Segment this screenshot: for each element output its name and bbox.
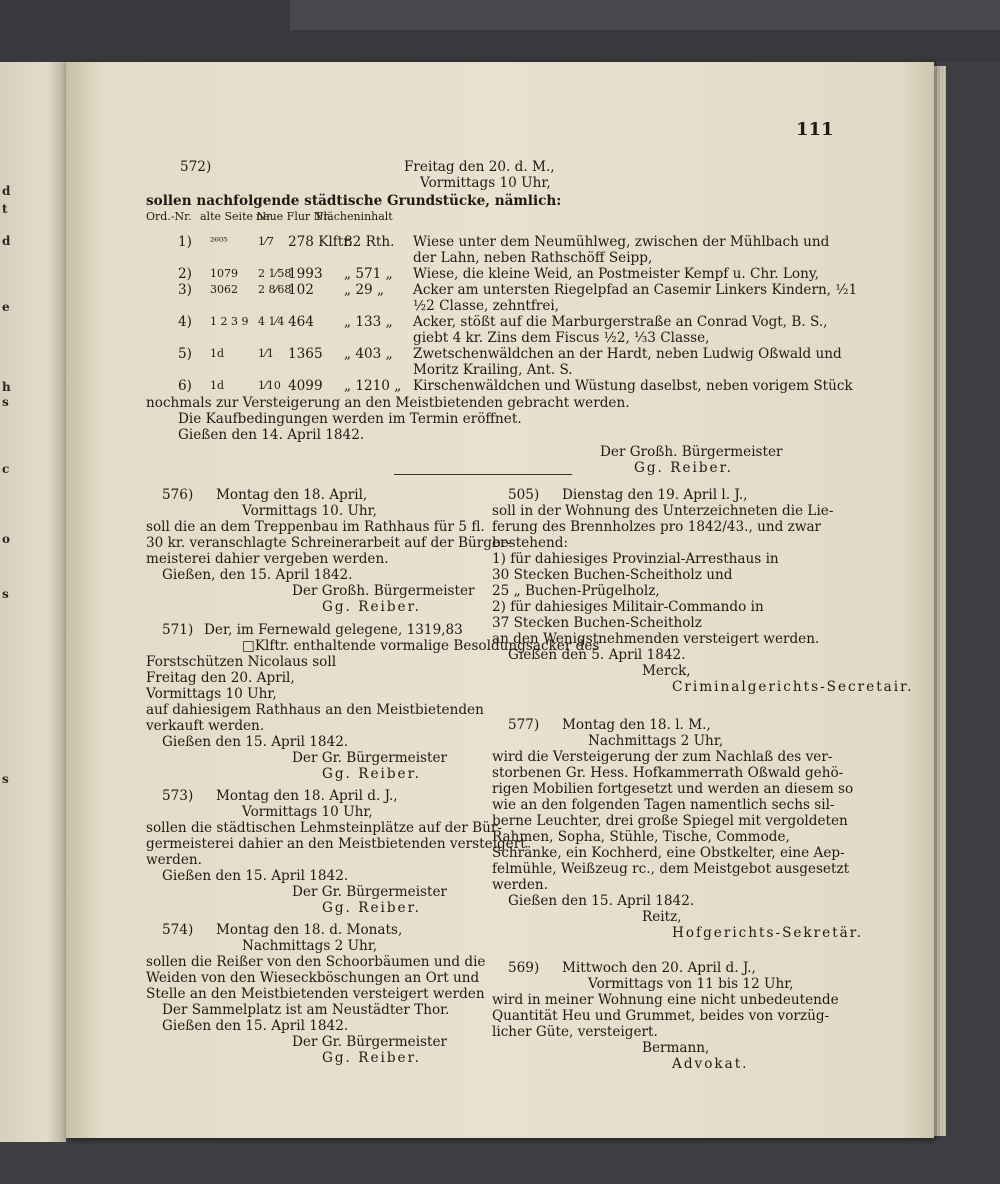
item-new-parcel: 2 8⁄68 (258, 283, 292, 296)
text-line: bestehend: (492, 535, 569, 551)
text-line: Vormittags 10. Uhr, (242, 503, 377, 519)
signature-name: Gg. Reiber. (634, 460, 733, 476)
text-line: verkauft werden. (146, 718, 265, 734)
item-description: der Lahn, neben Rathschöff Seipp, (413, 250, 653, 266)
left-page-fragment: h (2, 380, 11, 394)
item-old-page: 1079 (210, 267, 238, 280)
text-line: Gießen, den 15. April 1842. (162, 567, 353, 583)
left-page-fragment: c (2, 462, 10, 476)
text-line: Vormittags von 11 bis 12 Uhr, (588, 976, 794, 992)
left-page-fragment: s (2, 587, 9, 601)
text-line: wird die Versteigerung der zum Nachlaß des ver- (492, 749, 833, 765)
signature-name: Gg. Reiber. (322, 900, 421, 916)
item-value: „ 29 „ (344, 282, 385, 298)
item-description: Moritz Krailing, Ant. S. (413, 362, 573, 378)
item-number: 3) (178, 282, 192, 298)
left-page-fragment: o (2, 532, 11, 546)
text-line: Gießen den 15. April 1842. (162, 868, 349, 884)
text-line: an den Wenigstnehmenden versteigert werden. (492, 631, 820, 647)
item-value: „ 1210 „ (344, 378, 402, 394)
text-line: Der Sammelplatz ist am Neustädter Thor. (162, 1002, 450, 1018)
item-area: 1365 (288, 346, 323, 362)
item-old-page: 1d (210, 379, 225, 392)
text-line: Montag den 18. d. Monats, (216, 922, 403, 938)
item-description: Acker am untersten Riegelpfad an Casemir Linkers Kindern, ¹⁄₂1 (413, 282, 858, 298)
text-line: sollen die städtischen Lehmsteinplätze auf der Bür- (146, 820, 502, 836)
table-header: Flächeninhalt (316, 210, 393, 223)
signature-name: Criminalgerichts-Secretair. (672, 679, 914, 695)
text-line: Gießen den 15. April 1842. (162, 1018, 349, 1034)
signature: Der Großh. Bürgermeister (292, 583, 475, 599)
item-description: Kirschenwäldchen und Wüstung daselbst, neben vorigem Stück (413, 378, 853, 394)
text-line: felmühle, Weißzeug rc., dem Meistgebot ausgesetzt (492, 861, 850, 877)
item-description: Wiese, die kleine Weid, an Postmeister Kempf u. Chr. Lony, (413, 266, 820, 282)
signature-name: Gg. Reiber. (322, 1050, 421, 1066)
signature: Merck, (642, 663, 691, 679)
text-line: werden. (492, 877, 549, 893)
table-header: alte Seite Nr. (200, 210, 274, 223)
table-header: neue Flur Nr. (256, 210, 331, 223)
item-value: „ 133 „ (344, 314, 393, 330)
signature: Der Gr. Bürgermeister (292, 884, 448, 900)
notice-number: 569) (508, 960, 540, 976)
text-line: 2) für dahiesiges Militair-Commando in (492, 599, 764, 615)
scanner-background (0, 0, 1000, 62)
text-line: ferung des Brennholzes pro 1842/43., und zwar (492, 519, 822, 535)
notice-number: 571) (162, 622, 194, 638)
item-old-page: 3062 (210, 283, 238, 296)
signature: Der Gr. Bürgermeister (292, 1034, 448, 1050)
text-line: soll in der Wohnung des Unterzeichneten die Lie- (492, 503, 834, 519)
signature-name: Gg. Reiber. (322, 599, 421, 615)
text-line: Dienstag den 19. April l. J., (562, 487, 748, 503)
item-value: 82 Rth. (344, 234, 395, 250)
notice-number: 573) (162, 788, 194, 804)
left-page-fragment: s (2, 772, 9, 786)
text-line: Forstschützen Nicolaus soll (146, 654, 337, 670)
item-old-page: 1 2 3 9 (210, 315, 249, 328)
left-page-fragment: t (2, 202, 8, 216)
notice-number: 576) (162, 487, 194, 503)
item-value: „ 403 „ (344, 346, 393, 362)
item-description: Wiese unter dem Neumühlweg, zwischen der Mühlbach und (413, 234, 830, 250)
item-old-page: 1d (210, 347, 225, 360)
text-line: 1) für dahiesiges Provinzial-Arresthaus in (492, 551, 779, 567)
text-line: Stelle an den Meistbietenden versteigert werden (146, 986, 485, 1002)
item-description: ½2 Classe, zehntfrei, (413, 298, 560, 314)
item-old-page: ²⁶⁰⁵ (210, 235, 228, 248)
text-line: Mittwoch den 20. April d. J., (562, 960, 756, 976)
text-line: Nachmittags 2 Uhr, (242, 938, 378, 954)
notice-date: Freitag den 20. d. M., (404, 159, 555, 175)
text-line: Quantität Heu und Grummet, beides von vorzüg- (492, 1008, 830, 1024)
text-line: werden. (146, 852, 203, 868)
text-line: Weiden von den Wieseckböschungen an Ort und (146, 970, 480, 986)
left-page-fragment: d (2, 234, 11, 248)
text-line: Rahmen, Sopha, Stühle, Tische, Commode, (492, 829, 790, 845)
section-divider (394, 474, 572, 475)
text-line: Montag den 18. April, (216, 487, 368, 503)
notice-number: 574) (162, 922, 194, 938)
text-line: berne Leuchter, drei große Spiegel mit vergoldeten (492, 813, 848, 829)
text-line: soll die an dem Treppenbau im Rathhaus für 5 fl. (146, 519, 485, 535)
item-value: „ 571 „ (344, 266, 393, 282)
text-line: sollen die Reißer von den Schoorbäumen und die (146, 954, 486, 970)
text-line: storbenen Gr. Hess. Hofkammerrath Oßwald gehö- (492, 765, 844, 781)
text-line: Freitag den 20. April, (146, 670, 295, 686)
signature: Reitz, (642, 909, 682, 925)
signature: Der Gr. Bürgermeister (292, 750, 448, 766)
text-line: 25 „ Buchen-Prügelholz, (492, 583, 660, 599)
item-new-parcel: 4 1⁄4 (258, 315, 285, 328)
text-line: Der, im Fernewald gelegene, 1319,83 (204, 622, 463, 638)
text-line: wird in meiner Wohnung eine nicht unbedeutende (492, 992, 839, 1008)
notice-number: 572) (180, 159, 212, 175)
text-line: 30 Stecken Buchen-Scheitholz und (492, 567, 733, 583)
text-line: rigen Mobilien fortgesetzt und werden an diesem so (492, 781, 854, 797)
text-line: Montag den 18. l. M., (562, 717, 711, 733)
text-line: Gießen den 15. April 1842. (508, 893, 695, 909)
table-header: Ord.-Nr. (146, 210, 192, 223)
signature: Der Großh. Bürgermeister (600, 444, 783, 460)
text-line: meisterei dahier vergeben werden. (146, 551, 389, 567)
text-line: Vormittags 10 Uhr, (242, 804, 373, 820)
item-number: 5) (178, 346, 192, 362)
item-description: giebt 4 kr. Zins dem Fiscus ½2, ⅓3 Classe, (413, 330, 710, 346)
item-number: 4) (178, 314, 192, 330)
notice-date-signed: Gießen den 14. April 1842. (178, 427, 365, 443)
item-area: 278 Klftr. (288, 234, 353, 250)
text-line: Gießen den 15. April 1842. (162, 734, 349, 750)
item-number: 2) (178, 266, 192, 282)
text-line: auf dahiesigem Rathhaus an den Meistbietenden (146, 702, 484, 718)
text-line: Montag den 18. April d. J., (216, 788, 398, 804)
text-line: germeisterei dahier an den Meistbietenden versteigert (146, 836, 526, 852)
signature-name: Gg. Reiber. (322, 766, 421, 782)
item-description: Acker, stößt auf die Marburgerstraße an Conrad Vogt, B. S., (413, 314, 828, 330)
item-number: 1) (178, 234, 192, 250)
item-description: Zwetschenwäldchen an der Hardt, neben Ludwig Oßwald und (413, 346, 842, 362)
item-number: 6) (178, 378, 192, 394)
notice-time: Vormittags 10 Uhr, (420, 175, 551, 191)
left-page-edge (0, 62, 66, 1142)
item-area: 1993 (288, 266, 323, 282)
item-area: 102 (288, 282, 314, 298)
signature: Bermann, (642, 1040, 710, 1056)
text-line: Nachmittags 2 Uhr, (588, 733, 724, 749)
left-page-fragment: d (2, 184, 11, 198)
notice-closing: Die Kaufbedingungen werden im Termin eröffnet. (178, 411, 522, 427)
text-line: 30 kr. veranschlagte Schreinerarbeit auf der Bürger- (146, 535, 512, 551)
item-area: 464 (288, 314, 314, 330)
text-line: Schränke, ein Kochherd, eine Obstkelter, eine Aep- (492, 845, 845, 861)
text-line: Gießen den 5. April 1842. (508, 647, 686, 663)
left-page-fragment: s (2, 395, 9, 409)
text-line: □Klftr. enthaltende vormalige Besoldungsacker des (242, 638, 600, 654)
page-stack-edge (934, 66, 946, 1136)
text-line: licher Güte, versteigert. (492, 1024, 658, 1040)
text-line: 37 Stecken Buchen-Scheitholz (492, 615, 702, 631)
signature-name: Hofgerichts-Sekretär. (672, 925, 864, 941)
left-page-fragment: e (2, 300, 10, 314)
notice-closing: nochmals zur Versteigerung an den Meistbietenden gebracht werden. (146, 395, 630, 411)
notice-number: 577) (508, 717, 540, 733)
item-new-parcel: 1⁄1 (258, 347, 274, 360)
notice-intro: sollen nachfolgende städtische Grundstücke, nämlich: (146, 193, 562, 209)
item-area: 4099 (288, 378, 323, 394)
text-line: Vormittags 10 Uhr, (146, 686, 277, 702)
text-line: wie an den folgenden Tagen namentlich sechs sil- (492, 797, 835, 813)
item-new-parcel: 2 1⁄58 (258, 267, 292, 280)
notice-number: 505) (508, 487, 540, 503)
signature-name: Advokat. (672, 1056, 749, 1072)
page-number: 111 (796, 119, 834, 140)
item-new-parcel: 1⁄7 (258, 235, 274, 248)
item-new-parcel: 1⁄10 (258, 379, 281, 392)
